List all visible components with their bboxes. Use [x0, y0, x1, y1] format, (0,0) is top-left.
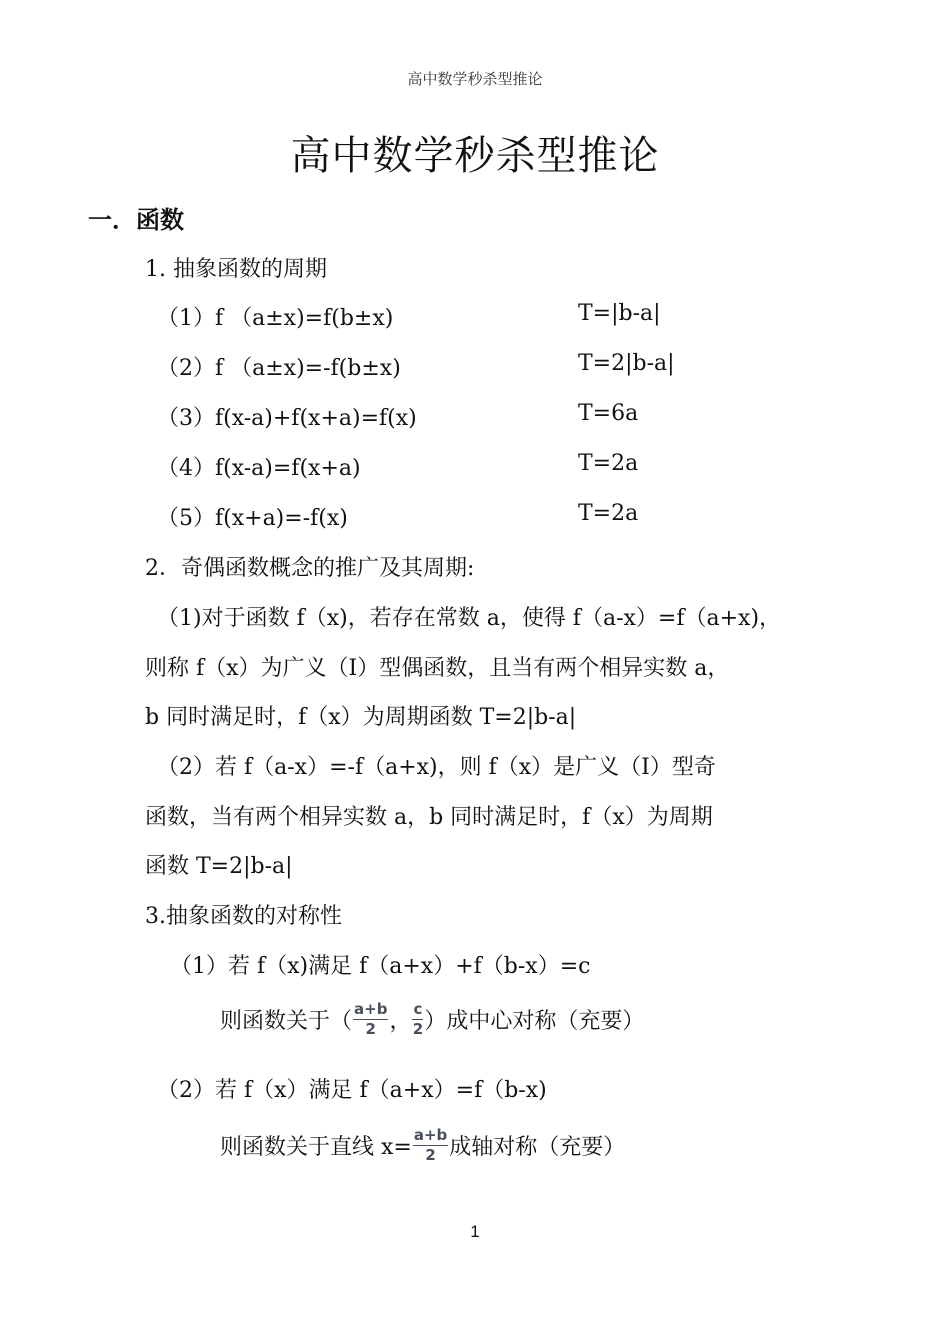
period-row-1: T=|b-a|	[578, 301, 661, 326]
symmetry-condition-2: （2）若 f（x）满足 f（a+x）=f（b-x)	[157, 1078, 547, 1103]
subsection-heading-symmetry: 3.抽象函数的对称性	[145, 904, 342, 929]
period-row-3: T=6a	[578, 401, 639, 426]
result-2-suffix: 成轴对称（充要）	[449, 1135, 626, 1160]
result-1-suffix: ）成中心对称（充要）	[424, 1009, 645, 1034]
paragraph-line: （2）若 f（a-x）=-f（a+x)，则 f（x）是广义（Ⅰ）型奇	[157, 755, 716, 780]
symmetry-condition-1: （1）若 f（x)满足 f（a+x）+f（b-x）=c	[170, 954, 591, 979]
subsection-heading-period: 1. 抽象函数的周期	[145, 257, 327, 282]
formula-row-4: （4）f(x-a)=f(x+a)	[157, 456, 361, 481]
result-2-prefix: 则函数关于直线 x=	[220, 1135, 412, 1160]
formula-row-3: （3）f(x-a)+f(x+a)=f(x)	[157, 406, 417, 431]
paragraph-line: （1)对于函数 f（x)，若存在常数 a，使得 f（a-x）=f（a+x)，	[157, 606, 782, 631]
period-row-2: T=2|b-a|	[578, 351, 675, 376]
paragraph-line: b 同时满足时，f（x）为周期函数 T=2|b-a|	[145, 705, 577, 730]
formula-row-2: （2）f （a±x)=-f(b±x)	[157, 356, 401, 381]
running-header: 高中数学秒杀型推论	[407, 70, 543, 88]
fraction-c-over-2	[412, 1002, 423, 1037]
fraction-denominator: 2	[365, 1020, 376, 1038]
symmetry-result-1	[220, 1002, 644, 1037]
paragraph-line: 则称 f（x）为广义（Ⅰ）型偶函数，且当有两个相异实数 a，	[145, 656, 730, 681]
fraction-denominator: 2	[412, 1020, 424, 1038]
formula-row-1: （1）f （a±x)=f(b±x)	[157, 306, 394, 331]
fraction-numerator: a+b	[413, 1126, 448, 1144]
fraction-a-plus-b-over-2	[353, 1002, 388, 1037]
period-row-5: T=2a	[578, 501, 639, 526]
formula-row-5: （5）f(x+a)=-f(x)	[157, 506, 348, 531]
paragraph-line: 函数，当有两个相异实数 a，b 同时满足时，f（x）为周期	[145, 805, 713, 830]
subsection-heading-parity: 2．奇偶函数概念的推广及其周期:	[145, 556, 475, 581]
section-heading-functions: 一．函数	[88, 206, 184, 234]
fraction-denominator: 2	[425, 1146, 436, 1164]
symmetry-result-2	[220, 1128, 625, 1163]
result-1-separator: ，	[389, 1009, 412, 1034]
fraction-a-plus-b-over-2	[413, 1128, 448, 1163]
period-row-4: T=2a	[578, 451, 639, 476]
page-title: 高中数学秒杀型推论	[290, 133, 660, 179]
page-number: 1	[470, 1222, 480, 1241]
fraction-numerator: c	[413, 1000, 423, 1018]
result-1-prefix: 则函数关于（	[220, 1009, 353, 1034]
fraction-numerator: a+b	[354, 1000, 388, 1018]
paragraph-line: 函数 T=2|b-a|	[145, 854, 293, 879]
